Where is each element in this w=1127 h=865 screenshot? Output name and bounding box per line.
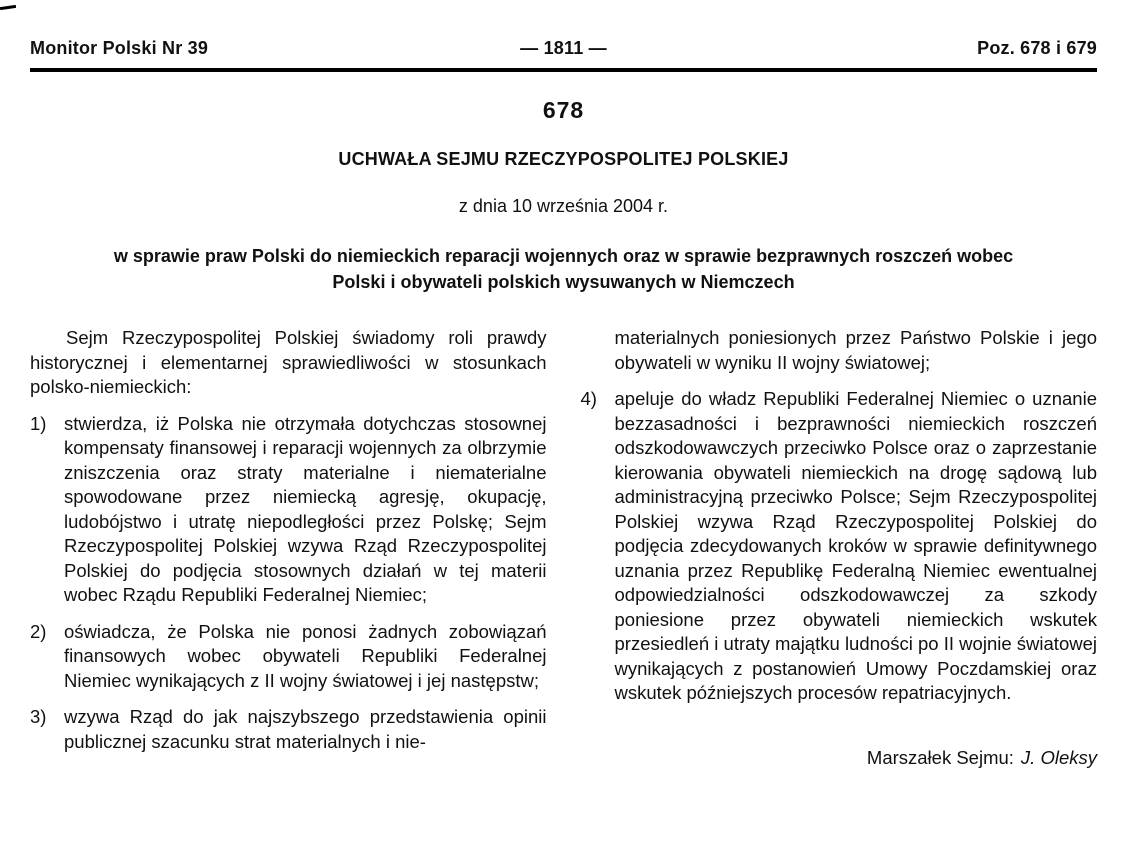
intro-paragraph: Sejm Rzeczypospolitej Polskiej świadomy roli prawdy historycznej i elementarnej sprawiedliwości w stosunkach polsko-niemieckich: xyxy=(30,327,547,397)
list-item-4 xyxy=(581,387,1098,706)
list-item-2 xyxy=(30,620,547,694)
journal-title: Monitor Polski Nr 39 xyxy=(30,38,209,58)
act-number: 678 xyxy=(542,97,585,123)
list-item-text: materialnych poniesionych przez Państwo Polskie i jego obywateli w wyniku II wojny światowej; xyxy=(614,327,1097,373)
running-head xyxy=(30,38,1097,59)
act-title: UCHWAŁA SEJMU RZECZYPOSPOLITEJ POLSKIEJ xyxy=(338,149,789,169)
column-right xyxy=(581,326,1098,770)
list-item-text: oświadcza, że Polska nie ponosi żadnych zobowiązań finansowych wobec obywateli Republiki Federalnej Niemiec wynikających z II wojny światowej i jej następstw; xyxy=(64,620,547,691)
list-item-number: 2) xyxy=(30,620,47,642)
list-item-text: stwierdza, iż Polska nie otrzymała dotychczas stosownej kompensaty finansowej i reparacji wojennych za olbrzymie zniszczenia oraz straty materialne i niematerialne spowodowane przez niemiecką agresję, okupację, ludobójstwo i utratę niepodległości przez Polskę; Sejm Rzeczypospolitej Polskiej wzywa Rząd Rzeczypospolitej Polskiej do podjęcia stosownych działań w tej materii wobec Rządu Republiki Federalnej Niemiec; xyxy=(64,412,547,605)
subject-line: Polski i obywateli polskich wysuwanych w Niemczech xyxy=(332,272,795,292)
signature-label: Marszałek Sejmu: xyxy=(866,746,1014,768)
list-item-3-continuation xyxy=(581,326,1098,375)
two-column-body xyxy=(30,326,1097,770)
list-item-number: 4) xyxy=(580,388,597,409)
list-item-3 xyxy=(30,705,547,754)
position-number: Poz. 678 i 679 xyxy=(977,38,1097,58)
list-item-1 xyxy=(30,412,547,608)
signature-line xyxy=(581,746,1098,771)
list-item-text: apeluje do władz Republiki Federalnej Niemiec o uznanie bezzasadności i bezprawności niemieckich roszczeń odszkodowawczych przeciwko Polsce oraz o zaprzestanie kierowania obywateli niemieckich na drogę sądową lub administracyjną przeciwko Polsce; Sejm Rzeczypospolitej Polskiej wzywa Rząd Rzeczypospolitej Polskiej do podjęcia zdecydowanych kroków w sprawie definitywnego uznania przez Republikę Federalną Niemiec ewentualnej odpowiedzialności odszkodowawczej za szkody poniesione przez obywateli niemieckich wskutek przesiedleń i utraty majątku ludności po II wojnie światowej wynikających z postanowień Umowy Poczdamskiej oraz wskutek późniejszych procesów repatriacyjnych. xyxy=(614,388,1097,703)
list-item-number: 1) xyxy=(30,412,47,434)
page-number: — 1811 — xyxy=(520,38,607,58)
list-item-text: wzywa Rząd do jak najszybszego przedstawienia opinii publicznej szacunku strat materialnych i nie- xyxy=(64,706,547,752)
signature-name: J. Oleksy xyxy=(1020,746,1097,768)
header-rule xyxy=(30,68,1097,72)
subject-line: w sprawie praw Polski do niemieckich reparacji wojennych oraz w sprawie bezprawnych roszczeń wobec xyxy=(113,246,1014,266)
act-date: z dnia 10 września 2004 r. xyxy=(458,196,669,216)
act-subject xyxy=(30,243,1097,295)
list-item-number: 3) xyxy=(30,706,47,727)
column-left xyxy=(30,326,547,770)
